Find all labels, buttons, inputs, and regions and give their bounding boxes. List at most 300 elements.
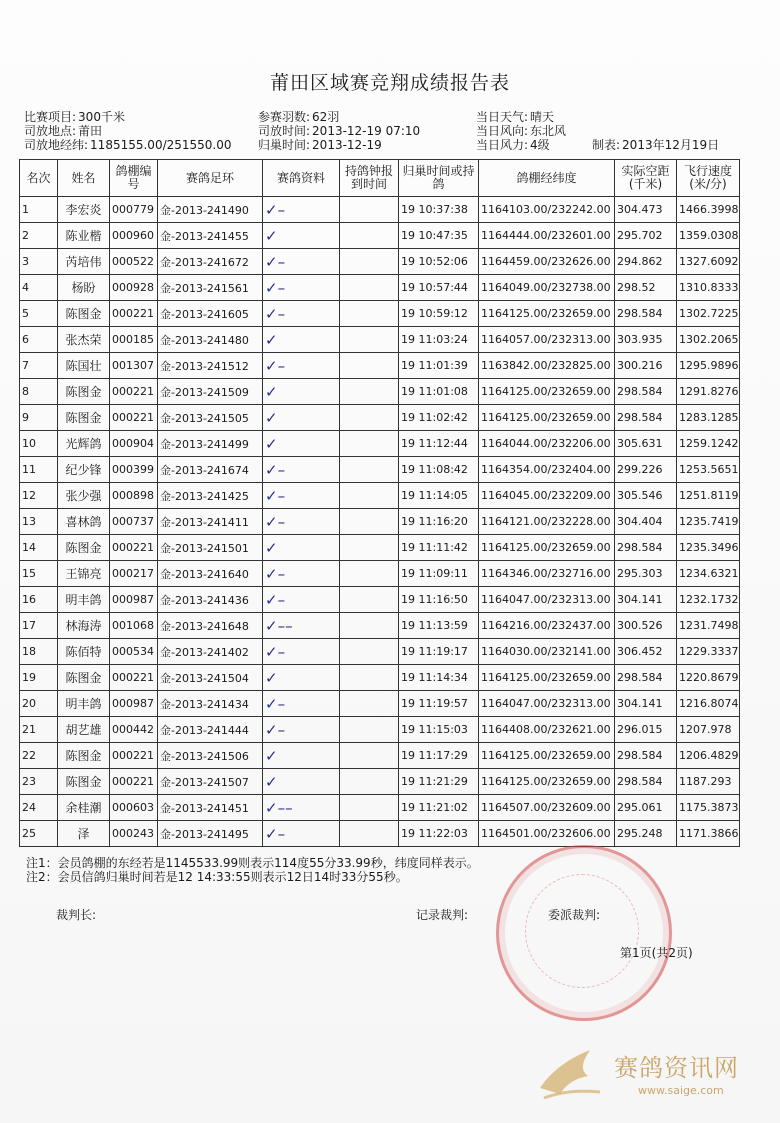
clock-time-cell (340, 301, 399, 327)
distance-cell: 304.141 (615, 587, 677, 613)
arrival-cell: 19 11:19:17 (399, 639, 479, 665)
pigeon-info-check-cell: ✓ (263, 743, 340, 769)
distance-cell: 300.216 (615, 353, 677, 379)
clock-time-cell (340, 275, 399, 301)
rank-cell: 2 (20, 223, 58, 249)
coords-cell: 1164507.00/232609.00 (479, 795, 615, 821)
rank-cell: 19 (20, 665, 58, 691)
ring-cell: 金-2013-241434 (158, 691, 263, 717)
ring-cell: 金-2013-241451 (158, 795, 263, 821)
pigeon-info-check-cell: ✓ (263, 379, 340, 405)
table-row (20, 197, 740, 223)
pigeon-info-check-cell: ✓– (263, 691, 340, 717)
loft-id-cell: 000217 (110, 561, 158, 587)
loft-id-cell: 000221 (110, 769, 158, 795)
table-row (20, 587, 740, 613)
clock-time-cell (340, 457, 399, 483)
rank-cell: 14 (20, 535, 58, 561)
speed-cell: 1302.2065 (677, 327, 740, 353)
speed-cell: 1216.8074 (677, 691, 740, 717)
loft-id-cell: 000221 (110, 301, 158, 327)
loft-id-cell: 000737 (110, 509, 158, 535)
table-row (20, 301, 740, 327)
ring-cell: 金-2013-241436 (158, 587, 263, 613)
clock-time-cell (340, 691, 399, 717)
rank-cell: 22 (20, 743, 58, 769)
loft-id-cell: 001307 (110, 353, 158, 379)
loft-id-cell: 000221 (110, 665, 158, 691)
meta-race-item: 比赛项目: 300千米 (24, 110, 125, 124)
speed-cell: 1359.0308 (677, 223, 740, 249)
coords-cell: 1164408.00/232621.00 (479, 717, 615, 743)
pigeon-info-check-cell: ✓ (263, 535, 340, 561)
page-title: 莆田区域赛竞翔成绩报告表 (269, 72, 510, 94)
distance-cell: 296.015 (615, 717, 677, 743)
col-header-clock-time: 持鸽钟报到时间 (340, 160, 399, 197)
loft-id-cell: 000522 (110, 249, 158, 275)
clock-time-cell (340, 665, 399, 691)
ring-cell: 金-2013-241495 (158, 821, 263, 847)
rank-cell: 15 (20, 561, 58, 587)
distance-cell: 298.52 (615, 275, 677, 301)
name-cell: 泽 (58, 821, 110, 847)
coords-cell: 1164125.00/232659.00 (479, 301, 615, 327)
ring-cell: 金-2013-241672 (158, 249, 263, 275)
ring-cell: 金-2013-241605 (158, 301, 263, 327)
distance-cell: 299.226 (615, 457, 677, 483)
page-number: 第1页(共2页) (620, 946, 693, 960)
col-header-pigeon-info: 赛鸽资料 (263, 160, 340, 197)
arrival-cell: 19 11:01:39 (399, 353, 479, 379)
distance-cell: 298.584 (615, 379, 677, 405)
table-row (20, 483, 740, 509)
pigeon-info-check-cell: ✓– (263, 301, 340, 327)
ring-cell: 金-2013-241455 (158, 223, 263, 249)
pigeon-info-check-cell: ✓– (263, 197, 340, 223)
rank-cell: 4 (20, 275, 58, 301)
distance-cell: 304.141 (615, 691, 677, 717)
speed-cell: 1231.7498 (677, 613, 740, 639)
distance-cell: 305.631 (615, 431, 677, 457)
table-header-row (20, 160, 740, 197)
meta-wind-direction: 当日风向: 东北风 (476, 124, 567, 138)
distance-cell: 303.935 (615, 327, 677, 353)
coords-cell: 1163842.00/232825.00 (479, 353, 615, 379)
name-cell: 芮培伟 (58, 249, 110, 275)
rank-cell: 20 (20, 691, 58, 717)
referee-label: 裁判长: (56, 908, 97, 922)
coords-cell: 1164121.00/232228.00 (479, 509, 615, 535)
coords-cell: 1164501.00/232606.00 (479, 821, 615, 847)
name-cell: 光辉鸽 (58, 431, 110, 457)
loft-id-cell: 000603 (110, 795, 158, 821)
ring-cell: 金-2013-241501 (158, 535, 263, 561)
ring-cell: 金-2013-241504 (158, 665, 263, 691)
speed-cell: 1291.8276 (677, 379, 740, 405)
pigeon-info-check-cell: ✓– (263, 275, 340, 301)
arrival-cell: 19 11:14:34 (399, 665, 479, 691)
loft-id-cell: 000779 (110, 197, 158, 223)
meta-release-place: 司放地点: 莆田 (24, 124, 103, 138)
name-cell: 张杰荣 (58, 327, 110, 353)
rank-cell: 5 (20, 301, 58, 327)
table-row (20, 639, 740, 665)
clock-time-cell (340, 795, 399, 821)
name-cell: 明丰鸽 (58, 691, 110, 717)
speed-cell: 1253.5651 (677, 457, 740, 483)
arrival-cell: 19 11:22:03 (399, 821, 479, 847)
name-cell: 喜林鸽 (58, 509, 110, 535)
speed-cell: 1234.6321 (677, 561, 740, 587)
distance-cell: 304.404 (615, 509, 677, 535)
loft-id-cell: 001068 (110, 613, 158, 639)
coords-cell: 1164125.00/232659.00 (479, 405, 615, 431)
name-cell: 胡艺雄 (58, 717, 110, 743)
loft-id-cell: 000987 (110, 691, 158, 717)
rank-cell: 8 (20, 379, 58, 405)
clock-time-cell (340, 353, 399, 379)
loft-id-cell: 000221 (110, 535, 158, 561)
speed-cell: 1259.1242 (677, 431, 740, 457)
table-row (20, 457, 740, 483)
distance-cell: 298.584 (615, 769, 677, 795)
arrival-cell: 19 11:12:44 (399, 431, 479, 457)
rank-cell: 1 (20, 197, 58, 223)
distance-cell: 294.862 (615, 249, 677, 275)
stamp-inner-ring (525, 874, 639, 988)
col-header-rank: 名次 (20, 160, 58, 197)
table-row (20, 821, 740, 847)
table-row (20, 509, 740, 535)
meta-prepared-date: 制表: 2013年12月19日 (592, 138, 720, 152)
ring-cell: 金-2013-241640 (158, 561, 263, 587)
arrival-cell: 19 11:16:50 (399, 587, 479, 613)
arrival-cell: 19 11:19:57 (399, 691, 479, 717)
loft-id-cell: 000442 (110, 717, 158, 743)
speed-cell: 1229.3337 (677, 639, 740, 665)
pigeon-info-check-cell: ✓ (263, 405, 340, 431)
name-cell: 陈图金 (58, 743, 110, 769)
col-header-arrival: 归巢时间或持鸽 (399, 160, 479, 197)
name-cell: 陈图金 (58, 405, 110, 431)
pigeon-info-check-cell: ✓ (263, 769, 340, 795)
arrival-cell: 19 11:15:03 (399, 717, 479, 743)
loft-id-cell: 000221 (110, 379, 158, 405)
meta-return-time: 归巢时间: 2013-12-19 (258, 138, 382, 152)
coords-cell: 1164125.00/232659.00 (479, 665, 615, 691)
ring-cell: 金-2013-241561 (158, 275, 263, 301)
speed-cell: 1235.3496 (677, 535, 740, 561)
coords-cell: 1164030.00/232141.00 (479, 639, 615, 665)
name-cell: 陈业楷 (58, 223, 110, 249)
arrival-cell: 19 11:09:11 (399, 561, 479, 587)
coords-cell: 1164047.00/232313.00 (479, 691, 615, 717)
recorder-label: 记录裁判: (416, 908, 469, 922)
speed-cell: 1175.3873 (677, 795, 740, 821)
clock-time-cell (340, 223, 399, 249)
arrival-cell: 19 10:57:44 (399, 275, 479, 301)
arrival-cell: 19 11:17:29 (399, 743, 479, 769)
rank-cell: 9 (20, 405, 58, 431)
table-body (20, 197, 740, 847)
name-cell: 陈图金 (58, 301, 110, 327)
arrival-cell: 19 11:16:20 (399, 509, 479, 535)
ring-cell: 金-2013-241507 (158, 769, 263, 795)
meta-release-coords: 司放地经纬: 1185155.00/251550.00 (24, 138, 232, 152)
table-row (20, 691, 740, 717)
pigeon-info-check-cell: ✓– (263, 509, 340, 535)
footnote-1: 注1：会员鸽棚的东经若是1145533.99则表示114度55分33.99秒，纬度同样表示。 (26, 856, 479, 870)
coords-cell: 1164346.00/232716.00 (479, 561, 615, 587)
pigeon-info-check-cell: ✓– (263, 483, 340, 509)
arrival-cell: 19 10:59:12 (399, 301, 479, 327)
speed-cell: 1232.1732 (677, 587, 740, 613)
coords-cell: 1164125.00/232659.00 (479, 535, 615, 561)
meta-weather: 当日天气: 晴天 (476, 110, 555, 124)
pigeon-info-check-cell: ✓– (263, 457, 340, 483)
distance-cell: 305.546 (615, 483, 677, 509)
name-cell: 王锦亮 (58, 561, 110, 587)
clock-time-cell (340, 561, 399, 587)
pigeon-info-check-cell: ✓ (263, 327, 340, 353)
table-row (20, 275, 740, 301)
coords-cell: 1164444.00/232601.00 (479, 223, 615, 249)
ring-cell: 金-2013-241411 (158, 509, 263, 535)
clock-time-cell (340, 405, 399, 431)
ring-cell: 金-2013-241505 (158, 405, 263, 431)
distance-cell: 295.061 (615, 795, 677, 821)
coords-cell: 1164049.00/232738.00 (479, 275, 615, 301)
distance-cell: 295.248 (615, 821, 677, 847)
rank-cell: 13 (20, 509, 58, 535)
distance-cell: 298.584 (615, 301, 677, 327)
clock-time-cell (340, 613, 399, 639)
name-cell: 明丰鸽 (58, 587, 110, 613)
speed-cell: 1171.3866 (677, 821, 740, 847)
distance-cell: 300.526 (615, 613, 677, 639)
loft-id-cell: 000399 (110, 457, 158, 483)
speed-cell: 1310.8333 (677, 275, 740, 301)
name-cell: 张少强 (58, 483, 110, 509)
speed-cell: 1235.7419 (677, 509, 740, 535)
ring-cell: 金-2013-241490 (158, 197, 263, 223)
table-row (20, 769, 740, 795)
loft-id-cell: 000221 (110, 405, 158, 431)
arrival-cell: 19 10:52:06 (399, 249, 479, 275)
table-row (20, 613, 740, 639)
clock-time-cell (340, 743, 399, 769)
rank-cell: 25 (20, 821, 58, 847)
arrival-cell: 19 11:14:05 (399, 483, 479, 509)
name-cell: 李宏炎 (58, 197, 110, 223)
name-cell: 陈图金 (58, 379, 110, 405)
arrival-cell: 19 11:02:42 (399, 405, 479, 431)
clock-time-cell (340, 249, 399, 275)
speed-cell: 1207.978 (677, 717, 740, 743)
clock-time-cell (340, 431, 399, 457)
coords-cell: 1164216.00/232437.00 (479, 613, 615, 639)
speed-cell: 1302.7225 (677, 301, 740, 327)
table-row (20, 379, 740, 405)
ring-cell: 金-2013-241509 (158, 379, 263, 405)
clock-time-cell (340, 535, 399, 561)
rank-cell: 21 (20, 717, 58, 743)
official-stamp (496, 845, 672, 1021)
rank-cell: 24 (20, 795, 58, 821)
clock-time-cell (340, 769, 399, 795)
clock-time-cell (340, 509, 399, 535)
coords-cell: 1164103.00/232242.00 (479, 197, 615, 223)
coords-cell: 1164044.00/232206.00 (479, 431, 615, 457)
pigeon-info-check-cell: ✓– (263, 587, 340, 613)
col-header-speed: 飞行速度(米/分) (677, 160, 740, 197)
table-row (20, 743, 740, 769)
speed-cell: 1206.4829 (677, 743, 740, 769)
pigeon-info-check-cell: ✓–– (263, 613, 340, 639)
pigeon-info-check-cell: ✓ (263, 665, 340, 691)
name-cell: 陈图金 (58, 769, 110, 795)
table-row (20, 249, 740, 275)
delegate-label: 委派裁判: (548, 908, 601, 922)
meta-release-time: 司放时间: 2013-12-19 07:10 (258, 124, 421, 138)
rank-cell: 18 (20, 639, 58, 665)
name-cell: 余桂潮 (58, 795, 110, 821)
distance-cell: 295.303 (615, 561, 677, 587)
speed-cell: 1251.8119 (677, 483, 740, 509)
loft-id-cell: 000928 (110, 275, 158, 301)
dove-logo-icon (530, 1040, 610, 1104)
arrival-cell: 19 11:13:59 (399, 613, 479, 639)
table-row (20, 405, 740, 431)
arrival-cell: 19 11:08:42 (399, 457, 479, 483)
ring-cell: 金-2013-241402 (158, 639, 263, 665)
rank-cell: 17 (20, 613, 58, 639)
loft-id-cell: 000534 (110, 639, 158, 665)
name-cell: 陈佰特 (58, 639, 110, 665)
speed-cell: 1220.8679 (677, 665, 740, 691)
arrival-cell: 19 11:01:08 (399, 379, 479, 405)
pigeon-info-check-cell: ✓ (263, 431, 340, 457)
coords-cell: 1164125.00/232659.00 (479, 379, 615, 405)
ring-cell: 金-2013-241648 (158, 613, 263, 639)
ring-cell: 金-2013-241480 (158, 327, 263, 353)
speed-cell: 1283.1285 (677, 405, 740, 431)
clock-time-cell (340, 639, 399, 665)
loft-id-cell: 000960 (110, 223, 158, 249)
col-header-name: 姓名 (58, 160, 110, 197)
coords-cell: 1164057.00/232313.00 (479, 327, 615, 353)
loft-id-cell: 000987 (110, 587, 158, 613)
clock-time-cell (340, 587, 399, 613)
arrival-cell: 19 11:21:29 (399, 769, 479, 795)
watermark (530, 1038, 770, 1108)
table-row (20, 717, 740, 743)
loft-id-cell: 000243 (110, 821, 158, 847)
col-header-coords: 鸽棚经纬度 (479, 160, 615, 197)
pigeon-info-check-cell: ✓ (263, 223, 340, 249)
table-row (20, 431, 740, 457)
ring-cell: 金-2013-241512 (158, 353, 263, 379)
col-header-ring: 赛鸽足环 (158, 160, 263, 197)
watermark-text: 赛鸽资讯网 (614, 1054, 739, 1082)
ring-cell: 金-2013-241499 (158, 431, 263, 457)
distance-cell: 298.584 (615, 743, 677, 769)
watermark-url: www.saige.com (638, 1084, 724, 1097)
meta-wind-force: 当日风力: 4级 (476, 138, 550, 152)
table-row (20, 353, 740, 379)
meta-entries: 参赛羽数: 62羽 (258, 110, 340, 124)
arrival-cell: 19 10:47:35 (399, 223, 479, 249)
clock-time-cell (340, 821, 399, 847)
col-header-distance: 实际空距(千米) (615, 160, 677, 197)
loft-id-cell: 000898 (110, 483, 158, 509)
distance-cell: 304.473 (615, 197, 677, 223)
distance-cell: 295.702 (615, 223, 677, 249)
coords-cell: 1164045.00/232209.00 (479, 483, 615, 509)
clock-time-cell (340, 483, 399, 509)
name-cell: 陈图金 (58, 535, 110, 561)
name-cell: 纪少锋 (58, 457, 110, 483)
table-row (20, 795, 740, 821)
clock-time-cell (340, 327, 399, 353)
pigeon-info-check-cell: ✓– (263, 717, 340, 743)
speed-cell: 1187.293 (677, 769, 740, 795)
name-cell: 林海涛 (58, 613, 110, 639)
speed-cell: 1327.6092 (677, 249, 740, 275)
loft-id-cell: 000904 (110, 431, 158, 457)
pigeon-info-check-cell: ✓–– (263, 795, 340, 821)
footnote-2: 注2：会员信鸽归巢时间若是12 14:33:55则表示12日14时33分55秒。 (26, 870, 408, 884)
rank-cell: 3 (20, 249, 58, 275)
pigeon-info-check-cell: ✓– (263, 561, 340, 587)
name-cell: 陈图金 (58, 665, 110, 691)
clock-time-cell (340, 379, 399, 405)
results-table (19, 159, 740, 847)
rank-cell: 10 (20, 431, 58, 457)
ring-cell: 金-2013-241674 (158, 457, 263, 483)
rank-cell: 7 (20, 353, 58, 379)
rank-cell: 12 (20, 483, 58, 509)
clock-time-cell (340, 717, 399, 743)
speed-cell: 1295.9896 (677, 353, 740, 379)
arrival-cell: 19 11:11:42 (399, 535, 479, 561)
table-row (20, 223, 740, 249)
pigeon-info-check-cell: ✓– (263, 639, 340, 665)
name-cell: 陈国壮 (58, 353, 110, 379)
rank-cell: 11 (20, 457, 58, 483)
distance-cell: 298.584 (615, 665, 677, 691)
table-row (20, 327, 740, 353)
clock-time-cell (340, 197, 399, 223)
distance-cell: 298.584 (615, 405, 677, 431)
loft-id-cell: 000221 (110, 743, 158, 769)
rank-cell: 16 (20, 587, 58, 613)
arrival-cell: 19 11:03:24 (399, 327, 479, 353)
ring-cell: 金-2013-241444 (158, 717, 263, 743)
table-row (20, 665, 740, 691)
arrival-cell: 19 10:37:38 (399, 197, 479, 223)
distance-cell: 298.584 (615, 535, 677, 561)
ring-cell: 金-2013-241425 (158, 483, 263, 509)
loft-id-cell: 000185 (110, 327, 158, 353)
coords-cell: 1164459.00/232626.00 (479, 249, 615, 275)
speed-cell: 1466.3998 (677, 197, 740, 223)
col-header-loft-id: 鸽棚编号 (110, 160, 158, 197)
coords-cell: 1164047.00/232313.00 (479, 587, 615, 613)
table-row (20, 561, 740, 587)
ring-cell: 金-2013-241506 (158, 743, 263, 769)
table-row (20, 535, 740, 561)
